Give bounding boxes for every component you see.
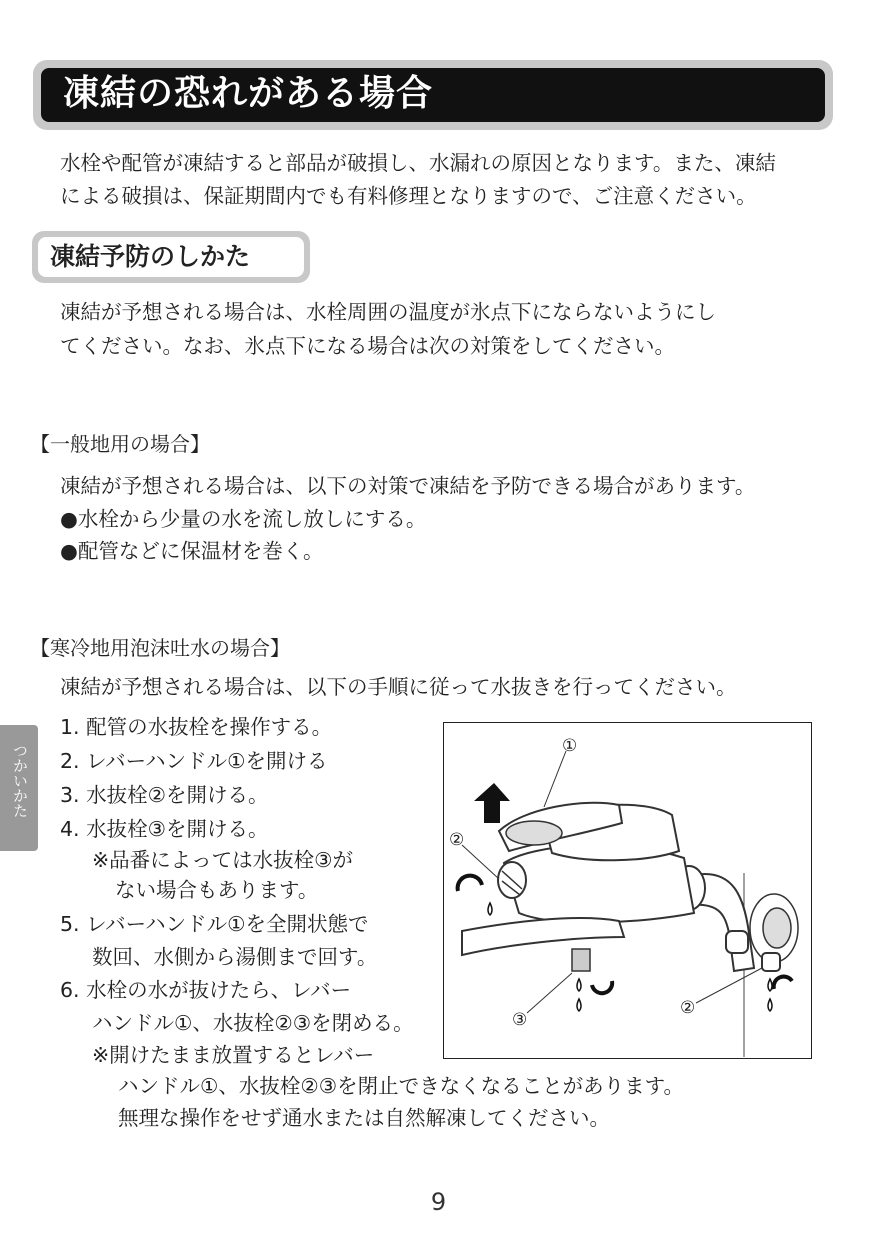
general-line-3: ●配管などに保温材を巻く。: [60, 539, 324, 563]
page-number: 9: [430, 1188, 447, 1216]
general-heading: 【一般地用の場合】: [30, 432, 210, 456]
step-4-note-1: ※品番によっては水抜栓③が: [92, 848, 354, 872]
prevention-line-2: てください。なお、氷点下になる場合は次の対策をしてください。: [60, 334, 675, 358]
step-6-note-3: 無理な操作をせず通水または自然解凍してください。: [118, 1106, 610, 1130]
intro-line-2: による破損は、保証期間内でも有料修理となりますので、ご注意ください。: [60, 184, 757, 208]
intro-line-1: 水栓や配管が凍結すると部品が破損し、水漏れの原因となります。また、凍結: [60, 151, 776, 175]
general-line-2: ●水栓から少量の水を流し放しにする。: [60, 507, 427, 531]
step-1: 1. 配管の水抜栓を操作する。: [60, 715, 333, 739]
side-tab: [0, 725, 38, 851]
prevention-heading-box: [32, 231, 310, 283]
label-lever-handle: ①: [562, 736, 578, 756]
label-drain-valve-spout: ③: [512, 1010, 528, 1030]
step-6: 6. 水栓の水が抜けたら、レバー: [60, 978, 352, 1002]
prevention-heading-inner: [38, 237, 304, 277]
label-drain-valve-left: ②: [449, 830, 465, 850]
step-5: 5. レバーハンドル①を全開状態で: [60, 912, 369, 936]
step-6-note-1: ※開けたまま放置するとレバー: [92, 1043, 375, 1067]
label-drain-valve-right: ②: [680, 998, 696, 1018]
cold-intro: 凍結が予想される場合は、以下の手順に従って水抜きを行ってください。: [60, 675, 737, 699]
faucet-drawing: [444, 723, 810, 1057]
step-6-cont: ハンドル①、水抜栓②③を閉める。: [92, 1011, 414, 1035]
title-bar: [33, 60, 833, 130]
step-4-note-2: ない場合もあります。: [115, 878, 319, 902]
cold-heading: 【寒冷地用泡沫吐水の場合】: [30, 636, 290, 660]
prevention-heading: 凍結予防のしかた: [50, 242, 251, 271]
side-tab-label: つかいかた: [11, 743, 29, 818]
step-5-cont: 数回、水側から湯側まで回す。: [92, 945, 378, 969]
general-line-1: 凍結が予想される場合は、以下の対策で凍結を予防できる場合があります。: [60, 474, 756, 498]
step-6-note-2: ハンドル①、水抜栓②③を閉止できなくなることがあります。: [118, 1074, 684, 1098]
title-bar-inner: [41, 68, 825, 122]
page-title: 凍結の恐れがある場合: [63, 73, 434, 114]
prevention-line-1: 凍結が予想される場合は、水栓周囲の温度が氷点下にならないようにし: [60, 300, 716, 324]
step-2: 2. レバーハンドル①を開ける: [60, 749, 328, 773]
step-3: 3. 水抜栓②を開ける。: [60, 783, 269, 807]
step-4: 4. 水抜栓③を開ける。: [60, 817, 269, 841]
faucet-illustration: [443, 722, 812, 1059]
